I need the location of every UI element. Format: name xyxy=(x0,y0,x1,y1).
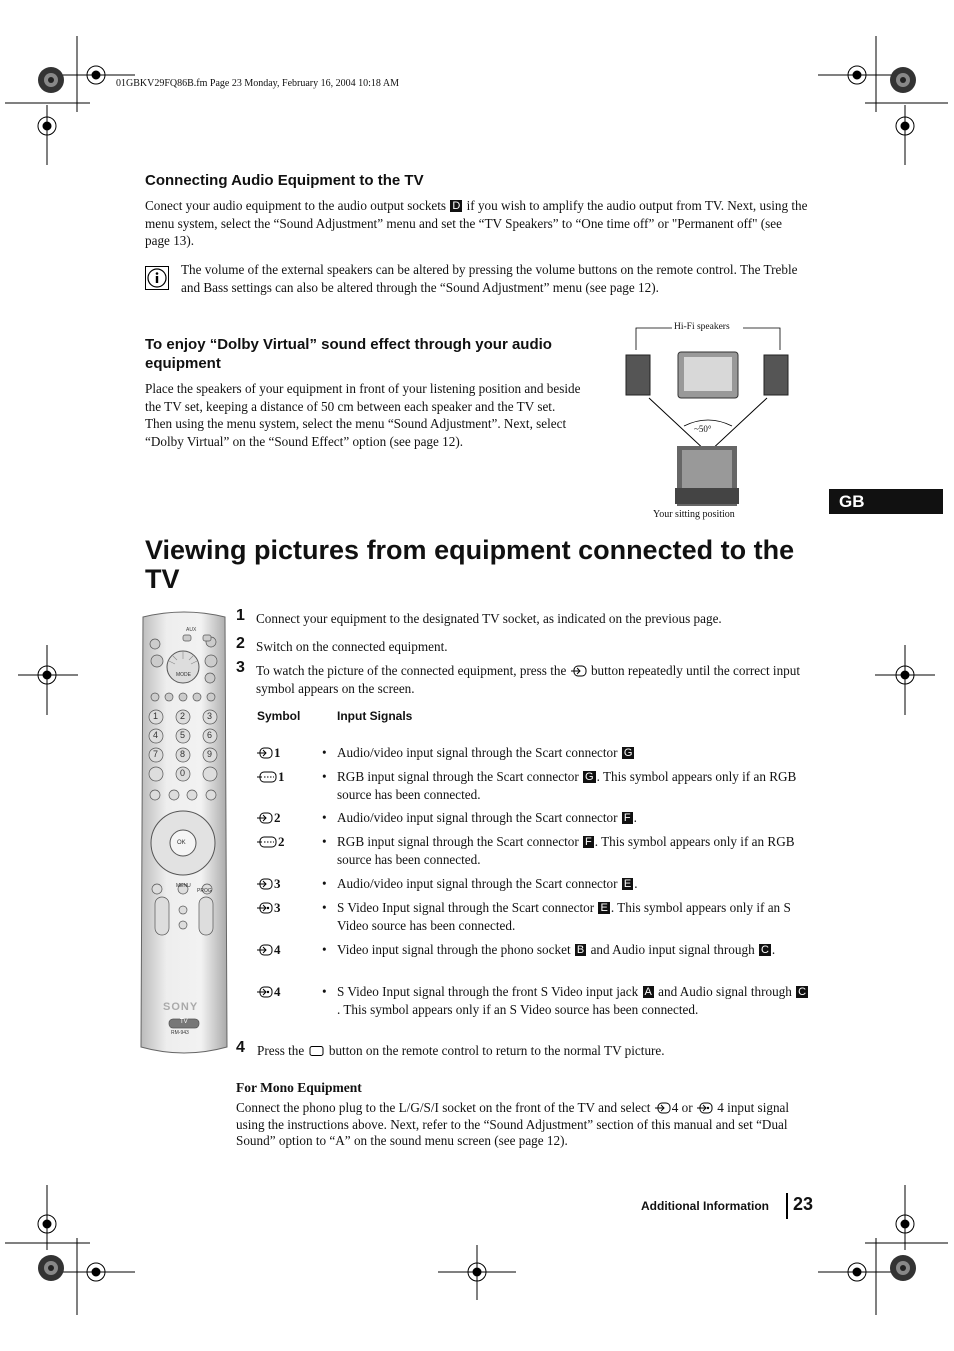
angle-label: ~50° xyxy=(694,424,712,434)
bullet: • xyxy=(322,810,327,825)
step-4-text-b: button on the remote control to return to the normal TV picture. xyxy=(328,1043,665,1058)
signal-text: Audio/video input signal through the Scart connector xyxy=(337,810,618,825)
signal-text: S Video Input signal through the Scart connector xyxy=(337,900,595,915)
symbol-cell xyxy=(256,941,326,959)
audio-paragraph xyxy=(145,197,810,250)
socket-label: C xyxy=(760,944,769,956)
remote-digit-2[interactable]: 2 xyxy=(180,711,186,721)
socket-label: E xyxy=(600,902,608,914)
bullet: • xyxy=(322,745,327,760)
step-1-text: Connect your equipment to the designated TV socket, as indicated on the previous page. xyxy=(256,611,722,626)
symbol-number: 1 xyxy=(274,745,281,760)
speaker-diagram-drawing xyxy=(622,318,797,528)
socket-label-d: D xyxy=(452,200,461,212)
symbol-cell xyxy=(256,744,326,762)
page-number: 23 xyxy=(793,1194,814,1214)
svideo-input-icon xyxy=(256,986,274,998)
remote-ok-label[interactable]: OK xyxy=(177,840,186,846)
step-4-text-a: Press the xyxy=(257,1043,305,1058)
symbol-number: 2 xyxy=(278,834,285,849)
step-4-number: 4 xyxy=(236,1039,245,1056)
signal-cell xyxy=(337,768,812,803)
signal-cell xyxy=(337,833,812,868)
svideo-input-icon xyxy=(696,1102,714,1114)
step-2-text: Switch on the connected equipment. xyxy=(256,639,448,654)
av-input-icon xyxy=(256,812,274,824)
socket-label: E xyxy=(623,878,632,890)
step-1-number: 1 xyxy=(236,607,245,624)
symbol-cell xyxy=(256,809,326,827)
language-tab xyxy=(829,489,943,514)
mono-heading: For Mono Equipment xyxy=(236,1080,362,1095)
rgb-input-icon xyxy=(256,771,278,783)
step-3-number: 3 xyxy=(236,659,245,676)
tv-icon xyxy=(308,1045,326,1057)
remote-tv-label: TV xyxy=(180,1019,188,1025)
remote-mode-label: MODE xyxy=(176,672,191,678)
socket-label: B xyxy=(576,944,585,956)
remote-aux-label: AUX xyxy=(186,627,197,633)
signal-text: Video input signal through the phono socket xyxy=(337,942,571,957)
step-2-number: 2 xyxy=(236,635,245,652)
signal-text-end: . xyxy=(633,810,637,825)
signal-text-end: . This symbol appears only if an RGB source has been connected. xyxy=(337,834,795,867)
dolby-paragraph: Place the speakers of your equipment in front of your listening position and beside the TV set, keeping a distance of 50 cm between each speaker and the TV set. Then using the menu system, select the menu “Sound Adjustment”. Next, select “Dolby Virtual” on the “Sound Effect” option (see page 12). xyxy=(145,381,581,449)
symbol-cell xyxy=(256,768,326,786)
signal-cell xyxy=(337,809,812,827)
remote-digit-8[interactable]: 8 xyxy=(180,749,186,759)
socket-label: F xyxy=(623,812,631,824)
signal-text-end: . This symbol appears only if an S Video source has been connected. xyxy=(337,900,791,933)
socket-label: A xyxy=(644,986,652,998)
info-note: The volume of the external speakers can be altered by pressing the volume buttons on the remote control. The Treble and Bass settings can also be altered through the “Sound Adjustment” menu (see page 12). xyxy=(181,262,798,295)
footer-section: Additional Information xyxy=(641,1199,769,1213)
av-input-icon xyxy=(654,1102,672,1114)
bullet: • xyxy=(322,984,327,999)
symbol-cell xyxy=(256,983,326,1001)
remote-digit-3[interactable]: 3 xyxy=(207,711,213,721)
info-icon xyxy=(145,266,169,290)
socket-label: F xyxy=(585,836,592,848)
remote-control xyxy=(139,607,229,1059)
socket-label: G xyxy=(623,747,633,759)
signal-text: Audio/video input signal through the Scart connector xyxy=(337,876,618,891)
av-input-icon xyxy=(256,944,274,956)
signal-cell xyxy=(337,941,812,959)
signal-cell xyxy=(337,875,812,893)
mono-text-a: Connect the phono plug to the L/G/S/I socket on the front of the TV and select xyxy=(236,1100,651,1115)
symbol-number: 2 xyxy=(274,810,281,825)
footer-divider xyxy=(786,1193,788,1219)
signal-text-mid: and Audio signal through xyxy=(658,984,792,999)
language-tab-label: GB xyxy=(839,492,865,511)
remote-digit-0[interactable]: 0 xyxy=(180,768,186,778)
signal-cell xyxy=(337,744,812,762)
symbol-number: 4 xyxy=(274,984,281,999)
speaker-diagram xyxy=(622,318,797,528)
signal-cell xyxy=(337,899,812,934)
symbol-number: 4 xyxy=(274,942,281,957)
seat-label: Your sitting position xyxy=(653,509,735,520)
step-3-text xyxy=(256,662,811,697)
signal-text-end: . This symbol appears only if an S Video source has been connected. xyxy=(337,1001,699,1017)
symbol-number: 1 xyxy=(278,769,285,784)
signal-text-end: . xyxy=(771,942,776,957)
signal-text: RGB input signal through the Scart connector xyxy=(337,834,579,849)
remote-menu-label: MENU xyxy=(176,883,191,889)
signal-text: S Video Input signal through the front S Video input jack xyxy=(337,984,639,999)
av-input-icon xyxy=(256,878,274,890)
remote-digit-5[interactable]: 5 xyxy=(180,730,186,740)
symbol-cell xyxy=(256,899,326,917)
signal-cell xyxy=(337,983,812,1018)
audio-heading: Connecting Audio Equipment to the TV xyxy=(145,172,424,189)
mono-text-b: 4 input signal using the instructions above. Next, refer to the “Sound Adjustment” section of this manual and set “Dual Sound” option to “A” on the sound menu screen (see page 12). xyxy=(236,1100,790,1148)
socket-label: C xyxy=(798,986,807,998)
audio-paragraph-a: Conect your audio equipment to the audio output sockets xyxy=(145,198,447,213)
remote-digit-1[interactable]: 1 xyxy=(153,711,159,721)
step-3-text-a: To watch the picture of the connected equipment, press the xyxy=(256,663,567,678)
file-stamp: 01GBKV29FQ86B.fm Page 23 Monday, February 16, 2004 10:18 AM xyxy=(116,78,399,89)
av-input-icon xyxy=(256,747,274,759)
table-header-signals: Input Signals xyxy=(337,709,413,723)
symbol-cell xyxy=(256,833,326,851)
bullet: • xyxy=(322,876,327,891)
signal-text: RGB input signal through the Scart connector xyxy=(337,769,579,784)
svideo-input-icon xyxy=(256,902,274,914)
rgb-input-icon xyxy=(256,836,278,848)
mono-paragraph xyxy=(236,1100,811,1150)
speakers-label: Hi-Fi speakers xyxy=(674,322,730,332)
step-4-text xyxy=(257,1042,812,1060)
symbol-number: 3 xyxy=(274,900,281,915)
remote-digit-6[interactable]: 6 xyxy=(207,730,213,740)
remote-brand: SONY xyxy=(163,1001,199,1013)
symbol-number: 3 xyxy=(274,876,281,891)
page-title: Viewing pictures from equipment connected to the TV xyxy=(145,535,795,594)
input-select-icon xyxy=(570,665,588,677)
remote-digit-7[interactable]: 7 xyxy=(153,749,159,759)
audio-paragraph-b: if you wish to amplify the audio output from TV. Next, using the menu system, select the “Sound Adjustment” menu and set the “TV Speakers” to “One time off” or "Permanent off" (see page 13). xyxy=(145,198,808,248)
signal-text-end: . This symbol appears only if an RGB source has been connected. xyxy=(337,769,797,802)
step-3-text-b: button repeatedly until the correct input symbol appears on the screen. xyxy=(256,663,801,696)
signal-text-end: . xyxy=(634,876,638,891)
socket-label: G xyxy=(585,771,594,783)
dolby-heading: To enjoy “Dolby Virtual” sound effect through your audio equipment xyxy=(145,336,552,372)
bullet: • xyxy=(322,900,327,915)
remote-digit-4[interactable]: 4 xyxy=(153,730,159,740)
signal-text: Audio/video input signal through the Scart connector xyxy=(337,745,618,760)
remote-prog-label: PROG xyxy=(197,888,212,894)
symbol-cell xyxy=(256,875,326,893)
remote-model: RM-943 xyxy=(171,1030,189,1036)
bullet: • xyxy=(322,942,327,957)
mono-symbol-a: 4 or xyxy=(671,1100,693,1115)
table-header-symbol: Symbol xyxy=(257,709,301,723)
bullet: • xyxy=(322,834,327,849)
remote-digit-9[interactable]: 9 xyxy=(207,749,213,759)
signal-text-mid: and Audio input signal through xyxy=(590,942,755,957)
bullet: • xyxy=(322,769,327,784)
